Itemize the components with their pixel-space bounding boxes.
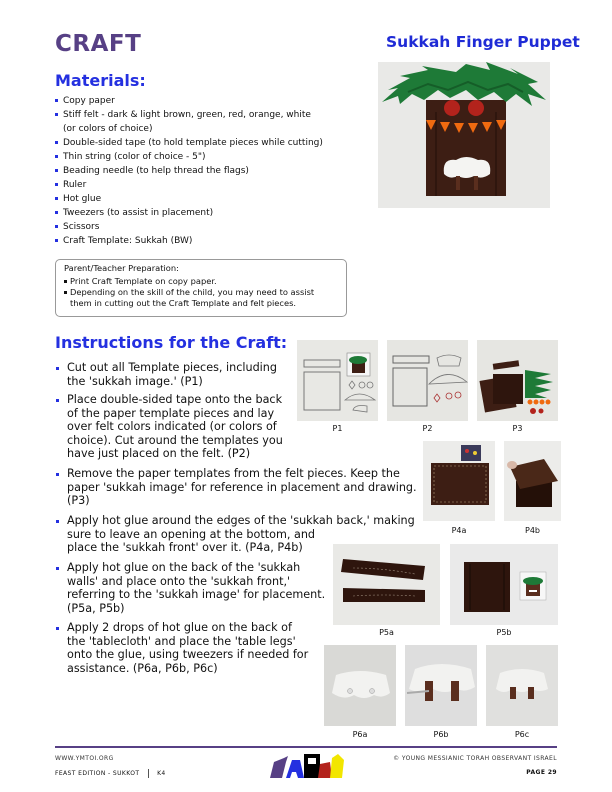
materials-item: Hot glue [55, 192, 355, 206]
caption-p5b: P5b [496, 628, 512, 637]
photo-p6a [324, 645, 396, 726]
instructions-heading: Instructions for the Craft: [55, 333, 288, 352]
caption-p4a: P4a [451, 526, 467, 535]
caption-p6a: P6a [352, 730, 368, 739]
preparation-item: Depending on the skill of the child, you may need to assist [64, 287, 346, 298]
photo-p5b [450, 544, 558, 625]
materials-item: Craft Template: Sukkah (BW) [55, 234, 355, 248]
bullet-icon [56, 520, 59, 523]
materials-item: Tweezers (to assist in placement) [55, 206, 355, 220]
photo-p3 [477, 340, 558, 421]
materials-item: Scissors [55, 220, 355, 234]
caption-p6b: P6b [433, 730, 449, 739]
materials-heading: Materials: [55, 71, 146, 90]
instruction-step-5: Apply hot glue on the back of the 'sukkah walls' and place onto the 'sukkah front,' referring to the 'sukkah image' for placement. (P5a, P5b) [67, 561, 337, 615]
caption-p6c: P6c [514, 730, 530, 739]
bullet-icon [56, 567, 59, 570]
instruction-step-1: Cut out all Template pieces, including the 'sukkah image.' (P1) [67, 361, 297, 388]
materials-item: Double-sided tape (to hold template pieces while cutting) [55, 136, 355, 150]
preparation-box [55, 259, 347, 317]
bullet-icon [56, 627, 59, 630]
photo-p1 [297, 340, 378, 421]
caption-p5a: P5a [379, 628, 394, 637]
craft-name: Sukkah Finger Puppet [386, 33, 580, 51]
materials-item: Ruler [55, 178, 355, 192]
bullet-icon [56, 399, 59, 402]
footer-edition: FEAST EDITION - SUKKOT K4 [55, 770, 166, 777]
photo-p6b [405, 645, 477, 726]
caption-p2: P2 [422, 424, 433, 433]
page-number: PAGE 29 [526, 769, 557, 776]
instruction-step-4: Apply hot glue around the edges of the 'sukkah back,' making sure to leave an opening at the bottom, and place the 'sukkah front' over it. (P4a, P4b) [67, 514, 417, 555]
photo-p4a [423, 441, 495, 521]
bullet-icon [56, 473, 59, 476]
instruction-step-6: Apply 2 drops of hot glue on the back of the 'tablecloth' and place the 'table legs' onto the glue, using tweezers if needed for assistance. (P6a, P6b, P6c) [67, 621, 337, 675]
photo-p5a [333, 544, 440, 625]
ymtoi-logo [268, 752, 346, 780]
photo-p6c [486, 645, 558, 726]
materials-list [55, 94, 355, 248]
preparation-item: Print Craft Template on copy paper. [64, 276, 346, 287]
materials-item: Beading needle (to help thread the flags) [55, 164, 355, 178]
page-title: CRAFT [55, 31, 142, 57]
instruction-step-2: Place double-sided tape onto the back of the paper template pieces and lay over felt colors indicated (or colors of choice). Cut around the templates you have just placed on the felt. (P2) [67, 393, 297, 461]
materials-item: Thin string (color of choice - 5") [55, 150, 355, 164]
hero-photo-sukkah-puppet [378, 62, 550, 208]
preparation-title: Parent/Teacher Preparation: [64, 263, 179, 273]
caption-p1: P1 [332, 424, 343, 433]
photo-p2 [387, 340, 468, 421]
caption-p4b: P4b [525, 526, 540, 535]
instruction-step-3: Remove the paper templates from the felt pieces. Keep the paper 'sukkah image' for reference in placement and drawing. (P3) [67, 467, 417, 508]
footer-website: WWW.YMTOI.ORG [55, 755, 114, 762]
caption-p3: P3 [512, 424, 523, 433]
bullet-icon [56, 367, 59, 370]
footer-divider [55, 746, 557, 748]
materials-item: Copy paper [55, 94, 355, 108]
preparation-item-continuation: them in cutting out the Craft Template and felt pieces. [70, 298, 297, 308]
photo-p4b [504, 441, 561, 521]
materials-item: Stiff felt - dark & light brown, green, red, orange, white (or colors of choice) [55, 108, 355, 136]
footer-copyright: © YOUNG MESSIANIC TORAH OBSERVANT ISRAEL [393, 755, 557, 762]
